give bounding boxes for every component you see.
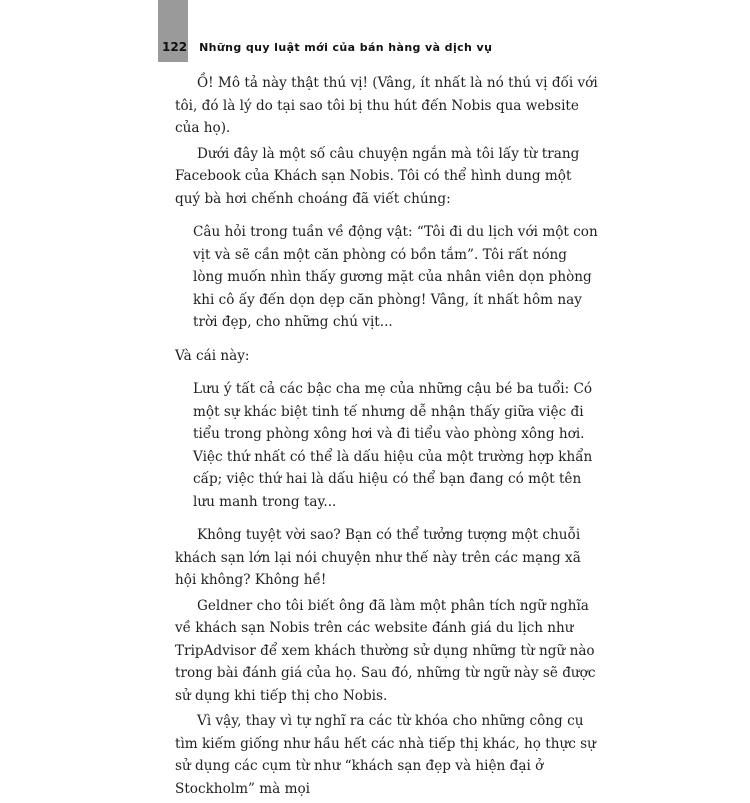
paragraph-6: Vì vậy, thay vì tự nghĩ ra các từ khóa cho những công cụ tìm kiếm giống như hầu hết các nhà tiếp thị khác, họ thực sự sử dụng các cụm từ như “khách sạn đẹp và hiện đại ở Stockholm” mà mọi	[175, 713, 596, 797]
page-body	[175, 72, 600, 803]
block-quote-1: Câu hỏi trong tuần về động vật: “Tôi đi du lịch với một con vịt và sẽ cần một căn phòng có bồn tắm”. Tôi rất nóng lòng muốn nhìn thấy gương mặt của nhân viên dọn phòng khi cô ấy đến dọn dẹp căn phòng! Vâng, ít nhất hôm nay trời đẹp, cho những chú vịt...	[193, 224, 598, 330]
paragraph-2: Dưới đây là một số câu chuyện ngắn mà tôi lấy từ trang Facebook của Khách sạn Nobis. Tôi có thể hình dung một quý bà hơi chếnh choáng đã viết chúng:	[175, 145, 580, 207]
paragraph-3: Và cái này:	[175, 347, 250, 364]
page-header	[160, 32, 590, 62]
paragraph-5: Geldner cho tôi biết ông đã làm một phân tích ngữ nghĩa về khách sạn Nobis trên các website đánh giá du lịch như TripAdvisor để xem khách thường sử dụng những từ ngữ nào trong bài đánh giá của họ. Sau đó, những từ ngữ này sẽ được sử dụng khi tiếp thị cho Nobis.	[175, 597, 596, 704]
paragraph-1: Ồ! Mô tả này thật thú vị! (Vâng, ít nhất là nó thú vị đối với tôi, đó là lý do tại sao tôi bị thu hút đến Nobis qua website của họ).	[175, 75, 598, 136]
block-quote-2: Lưu ý tất cả các bậc cha mẹ của những cậu bé ba tuổi: Có một sự khác biệt tinh tế nhưng dễ nhận thấy giữa việc đi tiểu trong phòng xông hơi và đi tiểu vào phòng xông hơi. Việc thứ nhất có thể là dấu hiệu của một trường hợp khẩn cấp; việc thứ hai là dấu hiệu có thể bạn đang có một tên lưu manh trong tay...	[193, 381, 593, 510]
paragraph-4: Không tuyệt vời sao? Bạn có thể tưởng tượng một chuỗi khách sạn lớn lại nói chuyện như thế này trên các mạng xã hội không? Không hề!	[175, 527, 581, 588]
page-number: 122	[162, 40, 188, 54]
running-title: Những quy luật mới của bán hàng và dịch vụ	[199, 40, 493, 54]
